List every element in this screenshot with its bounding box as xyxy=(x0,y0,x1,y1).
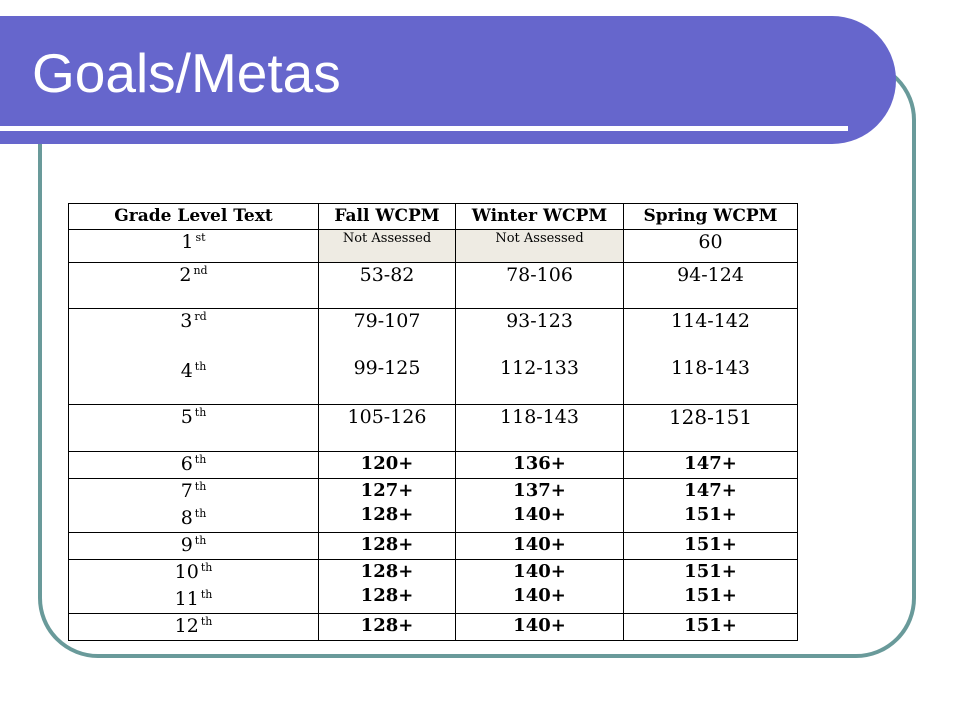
grade-number: 2 xyxy=(179,264,192,286)
grade-label xyxy=(69,615,318,640)
grade-number: 7 xyxy=(180,480,193,502)
fall-value: 127+ xyxy=(360,480,414,501)
grade-cell xyxy=(69,560,319,614)
header-row xyxy=(69,204,798,230)
grade-number: 3 xyxy=(180,310,193,332)
winter-cell xyxy=(456,479,624,533)
fall-value: 99-125 xyxy=(353,357,421,379)
grade-label xyxy=(69,406,318,431)
grade-label xyxy=(69,534,318,559)
header-fall-wcpm: Fall WCPM xyxy=(319,204,456,230)
title-underline xyxy=(0,126,848,131)
winter-value: 78-106 xyxy=(506,264,573,286)
grade-label xyxy=(69,453,318,478)
spring-value: 151+ xyxy=(684,534,737,555)
winter-value: 140+ xyxy=(513,504,566,525)
grade-label xyxy=(69,507,318,532)
winter-value: 140+ xyxy=(513,561,566,582)
spring-value: 60 xyxy=(698,231,723,253)
table-row xyxy=(69,263,798,309)
spring-value: 118-143 xyxy=(671,357,750,379)
winter-cell xyxy=(456,405,624,452)
grade-label xyxy=(69,231,318,256)
winter-cell xyxy=(456,452,624,479)
fall-value: 105-126 xyxy=(347,406,427,428)
winter-value: 112-133 xyxy=(500,357,579,379)
spring-cell xyxy=(624,309,798,405)
grade-suffix: th xyxy=(194,360,207,373)
grade-suffix: th xyxy=(194,480,207,493)
grade-label xyxy=(69,561,318,586)
header-spring-wcpm: Spring WCPM xyxy=(624,204,798,230)
table-row xyxy=(69,479,798,533)
grade-number: 12 xyxy=(174,615,199,637)
grade-cell xyxy=(69,479,319,533)
spring-cell xyxy=(624,263,798,309)
slide-title: Goals/Metas xyxy=(32,42,341,104)
fall-cell xyxy=(319,560,456,614)
grade-suffix: th xyxy=(200,588,213,601)
grade-cell xyxy=(69,230,319,263)
spring-cell xyxy=(624,614,798,641)
table-row xyxy=(69,405,798,452)
grade-cell xyxy=(69,533,319,560)
spring-value: 147+ xyxy=(684,480,737,501)
spring-value: 128-151 xyxy=(668,405,753,429)
spring-value: 151+ xyxy=(684,504,737,525)
grade-label xyxy=(69,360,318,385)
header-winter-wcpm: Winter WCPM xyxy=(456,204,624,230)
fall-value: 128+ xyxy=(360,615,414,636)
winter-value: 140+ xyxy=(513,615,566,636)
winter-value: Not Assessed xyxy=(495,231,584,246)
table-row xyxy=(69,560,798,614)
grade-suffix: th xyxy=(194,534,207,547)
grade-cell xyxy=(69,452,319,479)
spring-cell xyxy=(624,405,798,452)
spring-cell xyxy=(624,479,798,533)
spring-value: 147+ xyxy=(684,453,737,474)
winter-cell xyxy=(456,263,624,309)
grade-suffix: th xyxy=(200,615,213,628)
grade-number: 8 xyxy=(180,507,193,529)
fall-value: 128+ xyxy=(360,561,414,582)
winter-value: 136+ xyxy=(513,453,566,474)
fall-cell xyxy=(319,309,456,405)
grade-number: 9 xyxy=(180,534,193,556)
winter-cell xyxy=(456,614,624,641)
table-row xyxy=(69,309,798,405)
spring-cell xyxy=(624,452,798,479)
spring-value: 114-142 xyxy=(671,310,750,332)
grade-cell xyxy=(69,405,319,452)
fall-cell xyxy=(319,263,456,309)
fall-value: 128+ xyxy=(360,585,414,606)
grade-cell xyxy=(69,614,319,641)
spring-value: 94-124 xyxy=(677,264,744,286)
fall-value: 120+ xyxy=(360,453,414,474)
grade-label xyxy=(69,264,318,289)
grade-suffix: th xyxy=(194,453,207,466)
grade-suffix: th xyxy=(200,561,213,574)
table-row xyxy=(69,230,798,263)
winter-cell xyxy=(456,230,624,263)
winter-cell xyxy=(456,533,624,560)
table-row xyxy=(69,614,798,641)
winter-value: 140+ xyxy=(513,534,566,555)
winter-cell xyxy=(456,560,624,614)
grade-label xyxy=(69,588,318,613)
grade-label xyxy=(69,310,318,335)
spring-value: 151+ xyxy=(684,585,737,606)
fall-cell xyxy=(319,479,456,533)
fall-cell xyxy=(319,405,456,452)
winter-value: 93-123 xyxy=(506,310,573,332)
table-row xyxy=(69,533,798,560)
fall-value: 128+ xyxy=(360,504,414,525)
grade-suffix: nd xyxy=(193,264,208,277)
fall-value: 53-82 xyxy=(359,264,415,286)
fall-cell xyxy=(319,230,456,263)
table-row xyxy=(69,452,798,479)
grade-cell xyxy=(69,309,319,405)
fall-value: 128+ xyxy=(360,534,414,555)
goals-table xyxy=(68,203,798,641)
header-grade-level-text: Grade Level Text xyxy=(69,204,319,230)
grade-number: 10 xyxy=(174,561,199,583)
winter-cell xyxy=(456,309,624,405)
grade-number: 11 xyxy=(174,588,199,610)
fall-cell xyxy=(319,614,456,641)
grade-number: 4 xyxy=(180,360,193,382)
grade-suffix: th xyxy=(194,507,207,520)
winter-value: 137+ xyxy=(513,480,566,501)
spring-cell xyxy=(624,533,798,560)
spring-value: 151+ xyxy=(684,561,737,582)
grade-suffix: rd xyxy=(194,310,207,323)
spring-cell xyxy=(624,560,798,614)
grade-suffix: th xyxy=(194,406,207,419)
grade-number: 6 xyxy=(180,453,193,475)
fall-cell xyxy=(319,452,456,479)
spring-cell xyxy=(624,230,798,263)
spring-value: 151+ xyxy=(684,615,737,636)
grade-suffix: st xyxy=(195,231,206,244)
grade-label xyxy=(69,480,318,505)
grade-cell xyxy=(69,263,319,309)
fall-cell xyxy=(319,533,456,560)
grade-number: 1 xyxy=(181,231,194,253)
fall-value: 79-107 xyxy=(353,310,421,332)
winter-value: 140+ xyxy=(513,585,566,606)
grade-number: 5 xyxy=(180,406,193,428)
fall-value: Not Assessed xyxy=(342,231,432,246)
winter-value: 118-143 xyxy=(500,406,579,428)
